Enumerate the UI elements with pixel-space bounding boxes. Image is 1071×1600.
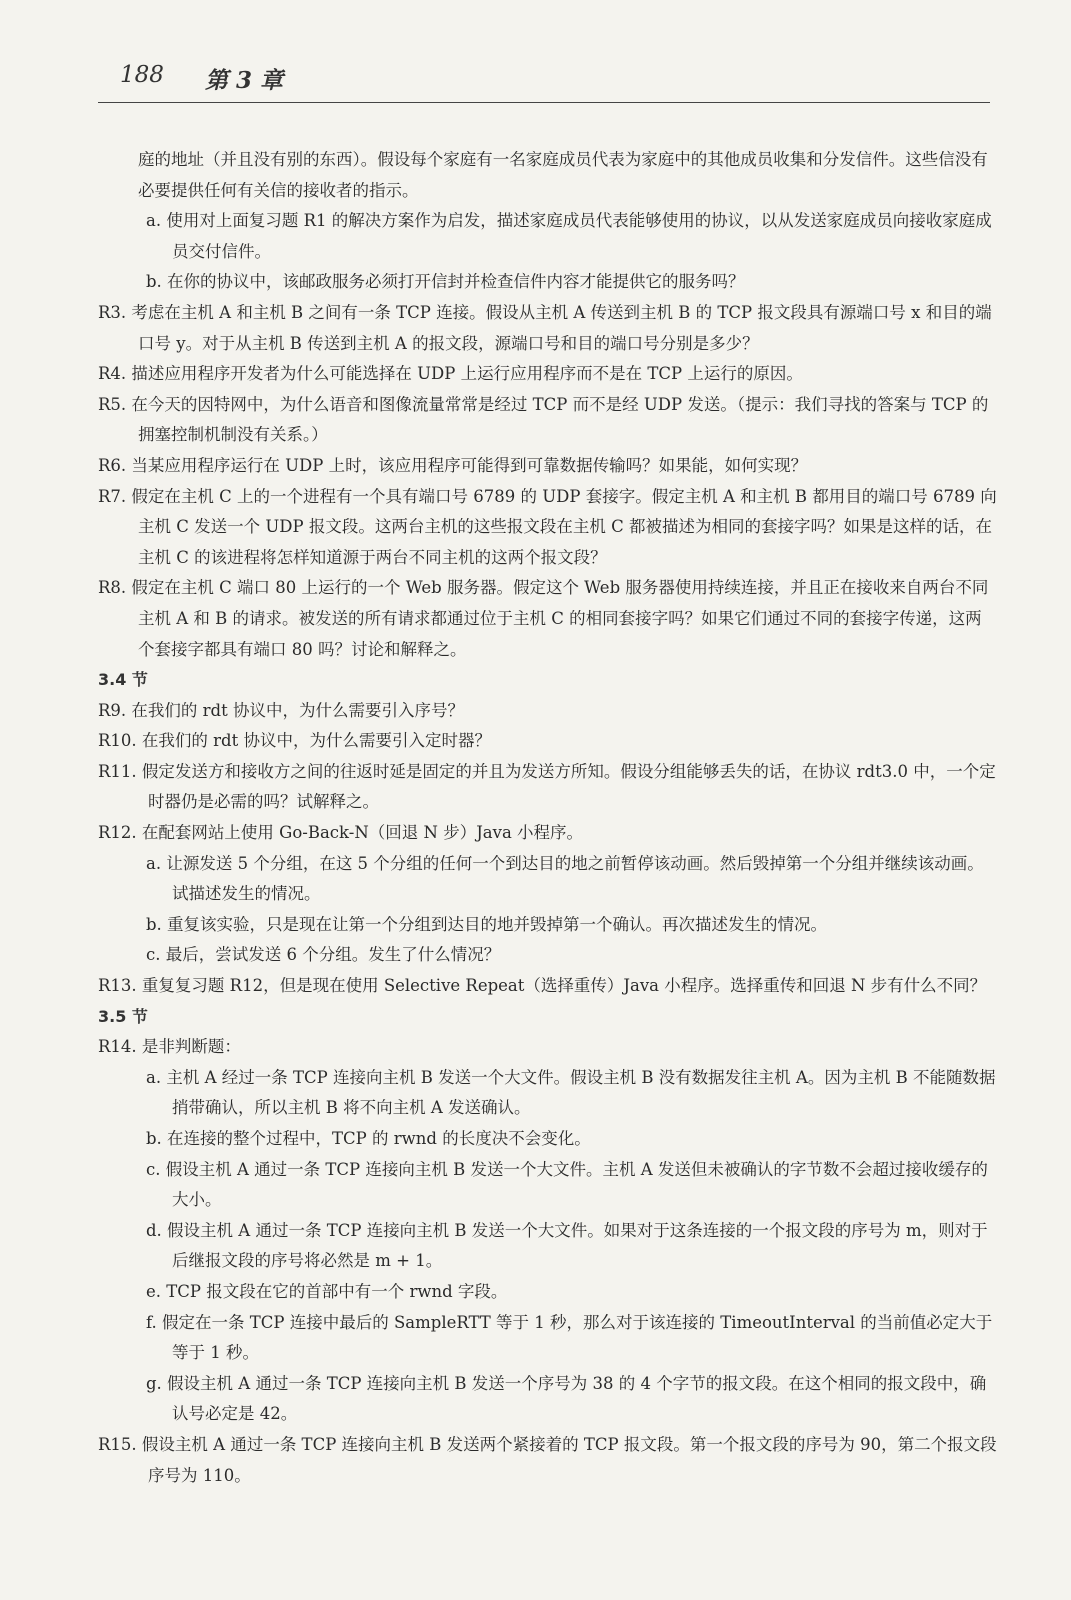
list-item: d. 假设主机 A 通过一条 TCP 连接向主机 B 发送一个大文件。如果对于这条连接的一个报文段的序号为 m，则对于后继报文段的序号将必然是 m + 1。 — [146, 1220, 988, 1271]
question-r11: R11. 假定发送方和接收方之间的往返时延是固定的并且为发送方所知。假设分组能够丢失的话，在协议 rdt3.0 中，一个定时器仍是必需的吗？试解释之。 — [98, 761, 996, 812]
question-r15: R15. 假设主机 A 通过一条 TCP 连接向主机 B 发送两个紧接着的 TCP 报文段。第一个报文段的序号为 90，第二个报文段序号为 110。 — [98, 1434, 997, 1485]
question-r10: R10. 在我们的 rdt 协议中，为什么需要引入定时器？ — [98, 731, 491, 751]
list-item: b. 在连接的整个过程中，TCP 的 rwnd 的长度决不会变化。 — [146, 1129, 591, 1148]
question-r3: R3. 考虑在主机 A 和主机 B 之间有一条 TCP 连接。假设从主机 A 传送到主机 B 的 TCP 报文段具有源端口号 x 和目的端口号 y。对于从主机 B 传送到主机 A 的报文段，源端口号和目的端口号分别是多少？ — [98, 302, 992, 353]
question-r14: R14. 是非判断题： — [98, 1037, 241, 1057]
list-item: c. 最后，尝试发送 6 个分组。发生了什么情况？ — [146, 945, 501, 965]
list-item: e. TCP 报文段在它的首部中有一个 rwnd 字段。 — [146, 1281, 508, 1301]
section-heading: 3.4 节 — [98, 670, 148, 690]
list-item: c. 假设主机 A 通过一条 TCP 连接向主机 B 发送一个大文件。主机 A 发送但未被确认的字节数不会超过接收缓存的大小。 — [146, 1159, 988, 1210]
page-header — [98, 62, 990, 103]
chapter-title: 第 3 章 — [205, 67, 284, 94]
question-r4: R4. 描述应用程序开发者为什么可能选择在 UDP 上运行应用程序而不是在 TCP 上运行的原因。 — [98, 364, 803, 384]
list-item: a. 主机 A 经过一条 TCP 连接向主机 B 发送一个大文件。假设主机 B 没有数据发往主机 A。因为主机 B 不能随数据捎带确认，所以主机 B 将不向主机 A 发送确认。 — [146, 1067, 996, 1118]
list-item: b. 在你的协议中，该邮政服务必须打开信封并检查信件内容才能提供它的服务吗？ — [146, 272, 745, 292]
question-r8: R8. 假定在主机 C 端口 80 上运行的一个 Web 服务器。假定这个 Web 服务器使用持续连接，并且正在接收来自两台不同主机 A 和 B 的请求。被发送的所有请求都通过位于主机 C 的相同套接字吗？如果它们通过不同的套接字传递，这两个套接字都具有端口 80 吗？讨论和解释之。 — [98, 578, 989, 659]
question-r5: R5. 在今天的因特网中，为什么语音和图像流量常常是经过 TCP 而不是经 UDP 发送。（提示：我们寻找的答案与 TCP 的拥塞控制机制没有关系。） — [98, 394, 989, 445]
question-r6: R6. 当某应用程序运行在 UDP 上时，该应用程序可能得到可靠数据传输吗？如果能，如何实现？ — [98, 455, 808, 475]
list-item: a. 让源发送 5 个分组，在这 5 个分组的任何一个到达目的地之前暂停该动画。然后毁掉第一个分组并继续该动画。试描述发生的情况。 — [146, 853, 984, 904]
list-item: f. 假定在一条 TCP 连接中最后的 SampleRTT 等于 1 秒，那么对于该连接的 TimeoutInterval 的当前值必定大于等于 1 秒。 — [146, 1312, 993, 1363]
list-item: g. 假设主机 A 通过一条 TCP 连接向主机 B 发送一个序号为 38 的 4 个字节的报文段。在这个相同的报文段中，确认号必定是 42。 — [146, 1373, 987, 1424]
section-heading: 3.5 节 — [98, 1006, 148, 1026]
list-item: a. 使用对上面复习题 R1 的解决方案作为启发，描述家庭成员代表能够使用的协议，以从发送家庭成员向接收家庭成员交付信件。 — [146, 211, 992, 261]
question-r12: R12. 在配套网站上使用 Go-Back-N（回退 N 步）Java 小程序。 — [98, 823, 584, 843]
question-r13: R13. 重复复习题 R12，但是现在使用 Selective Repeat（选择重传）Java 小程序。选择重传和回退 N 步有什么不同？ — [98, 976, 987, 996]
question-r9: R9. 在我们的 rdt 协议中，为什么需要引入序号？ — [98, 700, 464, 720]
page-number: 188 — [120, 62, 164, 88]
continued-paragraph: 庭的地址（并且没有别的东西）。假设每个家庭有一名家庭成员代表为家庭中的其他成员收集和分发信件。这些信没有必要提供任何有关信的接收者的指示。 — [138, 150, 988, 200]
page-body — [98, 145, 998, 1491]
list-item: b. 重复该实验，只是现在让第一个分组到达目的地并毁掉第一个确认。再次描述发生的情况。 — [146, 914, 828, 934]
question-r7: R7. 假定在主机 C 上的一个进程有一个具有端口号 6789 的 UDP 套接字。假定主机 A 和主机 B 都用目的端口号 6789 向主机 C 发送一个 UDP 报文段。这两台主机的这些报文段在主机 C 都被描述为相同的套接字吗？如果是这样的话，在主机 C 的该进程将怎样知道源于两台不同主机的这两个报文段？ — [98, 486, 997, 567]
